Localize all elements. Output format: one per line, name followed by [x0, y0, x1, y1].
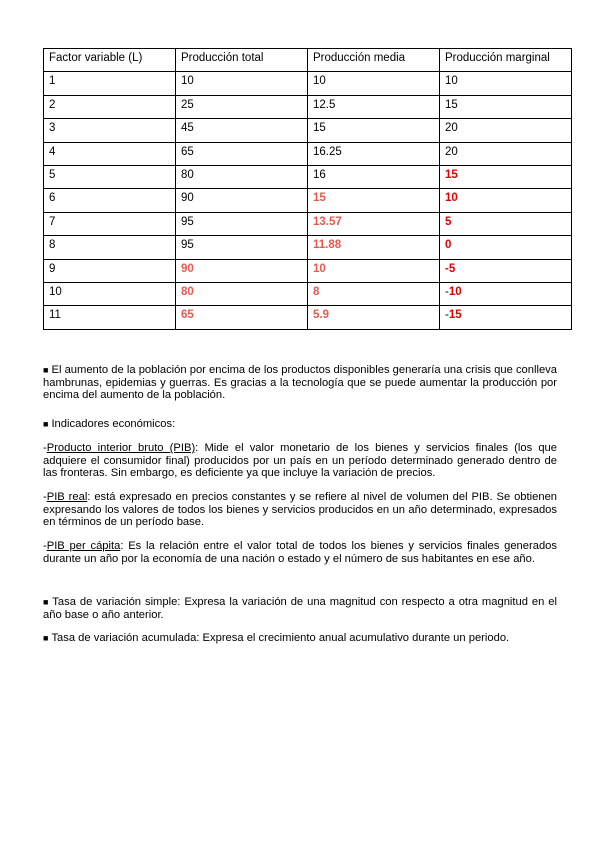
table-header-cell: Factor variable (L)	[44, 49, 176, 72]
table-cell: -15	[440, 306, 572, 329]
table-cell: 10	[440, 72, 572, 95]
table-cell: 65	[176, 306, 308, 329]
table-cell: 5	[44, 165, 176, 188]
term-pib-real: PIB real	[46, 491, 88, 503]
bullet-icon: ■	[43, 419, 49, 429]
table-cell: 90	[176, 259, 308, 282]
table-cell: 13.57	[308, 212, 440, 235]
table-cell: 5.9	[308, 306, 440, 329]
table-cell: 10	[176, 72, 308, 95]
table-cell: 16	[308, 165, 440, 188]
table-cell: 25	[176, 95, 308, 118]
table-cell: 4	[44, 142, 176, 165]
table-header-cell: Producción marginal	[440, 49, 572, 72]
table-row	[44, 189, 572, 212]
table-cell: 80	[176, 165, 308, 188]
bullet-icon: ■	[43, 597, 50, 607]
table-cell: 10	[440, 189, 572, 212]
table-cell: 2	[44, 95, 176, 118]
table-cell: 90	[176, 189, 308, 212]
table-cell: 20	[440, 119, 572, 142]
table-cell: -5	[440, 259, 572, 282]
table-cell: 5	[440, 212, 572, 235]
paragraph-population: ■ El aumento de la población por encima de los productos disponibles generaría una crisis que conlleva hambrunas, epidemias y guerras. Es gracias a la tecnología que se puede aumentar la producción por encima del aumento de la población.	[43, 364, 558, 402]
table-cell: 10	[308, 72, 440, 95]
table-cell: 11.88	[308, 236, 440, 259]
table-header-row	[44, 49, 572, 72]
term-pib-per-capita: PIB per cápita	[46, 540, 121, 552]
table-cell: 65	[176, 142, 308, 165]
paragraph-pib: -Producto interior bruto (PIB): Mide el valor monetario de los bienes y servicios finales (los que adquiere el consumidor final) producidos por un país en un período determinado generado dentro de las fronteras. Sin embargo, es deficiente ya que incluye la variación de precios.	[43, 442, 557, 480]
paragraph-tasa-simple: ■ Tasa de variación simple: Expresa la variación de una magnitud con respecto a otra magnitud en el año base o año anterior.	[43, 596, 557, 621]
table-cell: 16.25	[308, 142, 440, 165]
table-row	[44, 72, 572, 95]
table-cell: 95	[176, 236, 308, 259]
table-cell: 0	[440, 236, 572, 259]
table-row	[44, 165, 572, 188]
table-cell: 15	[440, 95, 572, 118]
table-cell: 20	[440, 142, 572, 165]
table-row	[44, 236, 572, 259]
table-header-cell: Producción total	[176, 49, 308, 72]
table-cell: 12.5	[308, 95, 440, 118]
table-cell: 10	[308, 259, 440, 282]
table-cell: 8	[308, 282, 440, 305]
table-cell: 1	[44, 72, 176, 95]
table-row	[44, 259, 572, 282]
table-cell: 45	[176, 119, 308, 142]
table-cell: 11	[44, 306, 176, 329]
production-table	[43, 48, 572, 330]
table-cell: 15	[308, 119, 440, 142]
table-cell: 10	[44, 282, 176, 305]
table-row	[44, 142, 572, 165]
table-cell: 95	[176, 212, 308, 235]
bullet-icon: ■	[43, 365, 49, 375]
term-pib: Producto interior bruto (PIB)	[46, 442, 196, 454]
table-cell: 8	[44, 236, 176, 259]
paragraph-pib-per-capita: -PIB per cápita: Es la relación entre el valor total de todos los bienes y servicios finales generados durante un año por la economía de una nación o estado y el número de sus habitantes en ese año.	[43, 540, 557, 565]
paragraph-tasa-acumulada: ■ Tasa de variación acumulada: Expresa el crecimiento anual acumulativo durante un periodo.	[43, 632, 510, 644]
table-row	[44, 282, 572, 305]
table-row	[44, 306, 572, 329]
table-header-cell: Producción media	[308, 49, 440, 72]
table-cell: 7	[44, 212, 176, 235]
bullet-icon: ■	[43, 633, 49, 643]
table-cell: 6	[44, 189, 176, 212]
table-cell: 15	[308, 189, 440, 212]
table-cell: 80	[176, 282, 308, 305]
table-cell: 9	[44, 259, 176, 282]
table-cell: -10	[440, 282, 572, 305]
table-row	[44, 119, 572, 142]
paragraph-indicators-heading: ■ Indicadores económicos:	[43, 418, 176, 430]
table-row	[44, 212, 572, 235]
table-row	[44, 95, 572, 118]
table-cell: 3	[44, 119, 176, 142]
paragraph-pib-real: -PIB real: está expresado en precios constantes y se refiere al nivel de volumen del PIB. Se obtienen expresando los valores de todos los bienes y servicios producidos en un año determinado, expresados en términos de un período base.	[43, 491, 558, 529]
table-cell: 15	[440, 165, 572, 188]
